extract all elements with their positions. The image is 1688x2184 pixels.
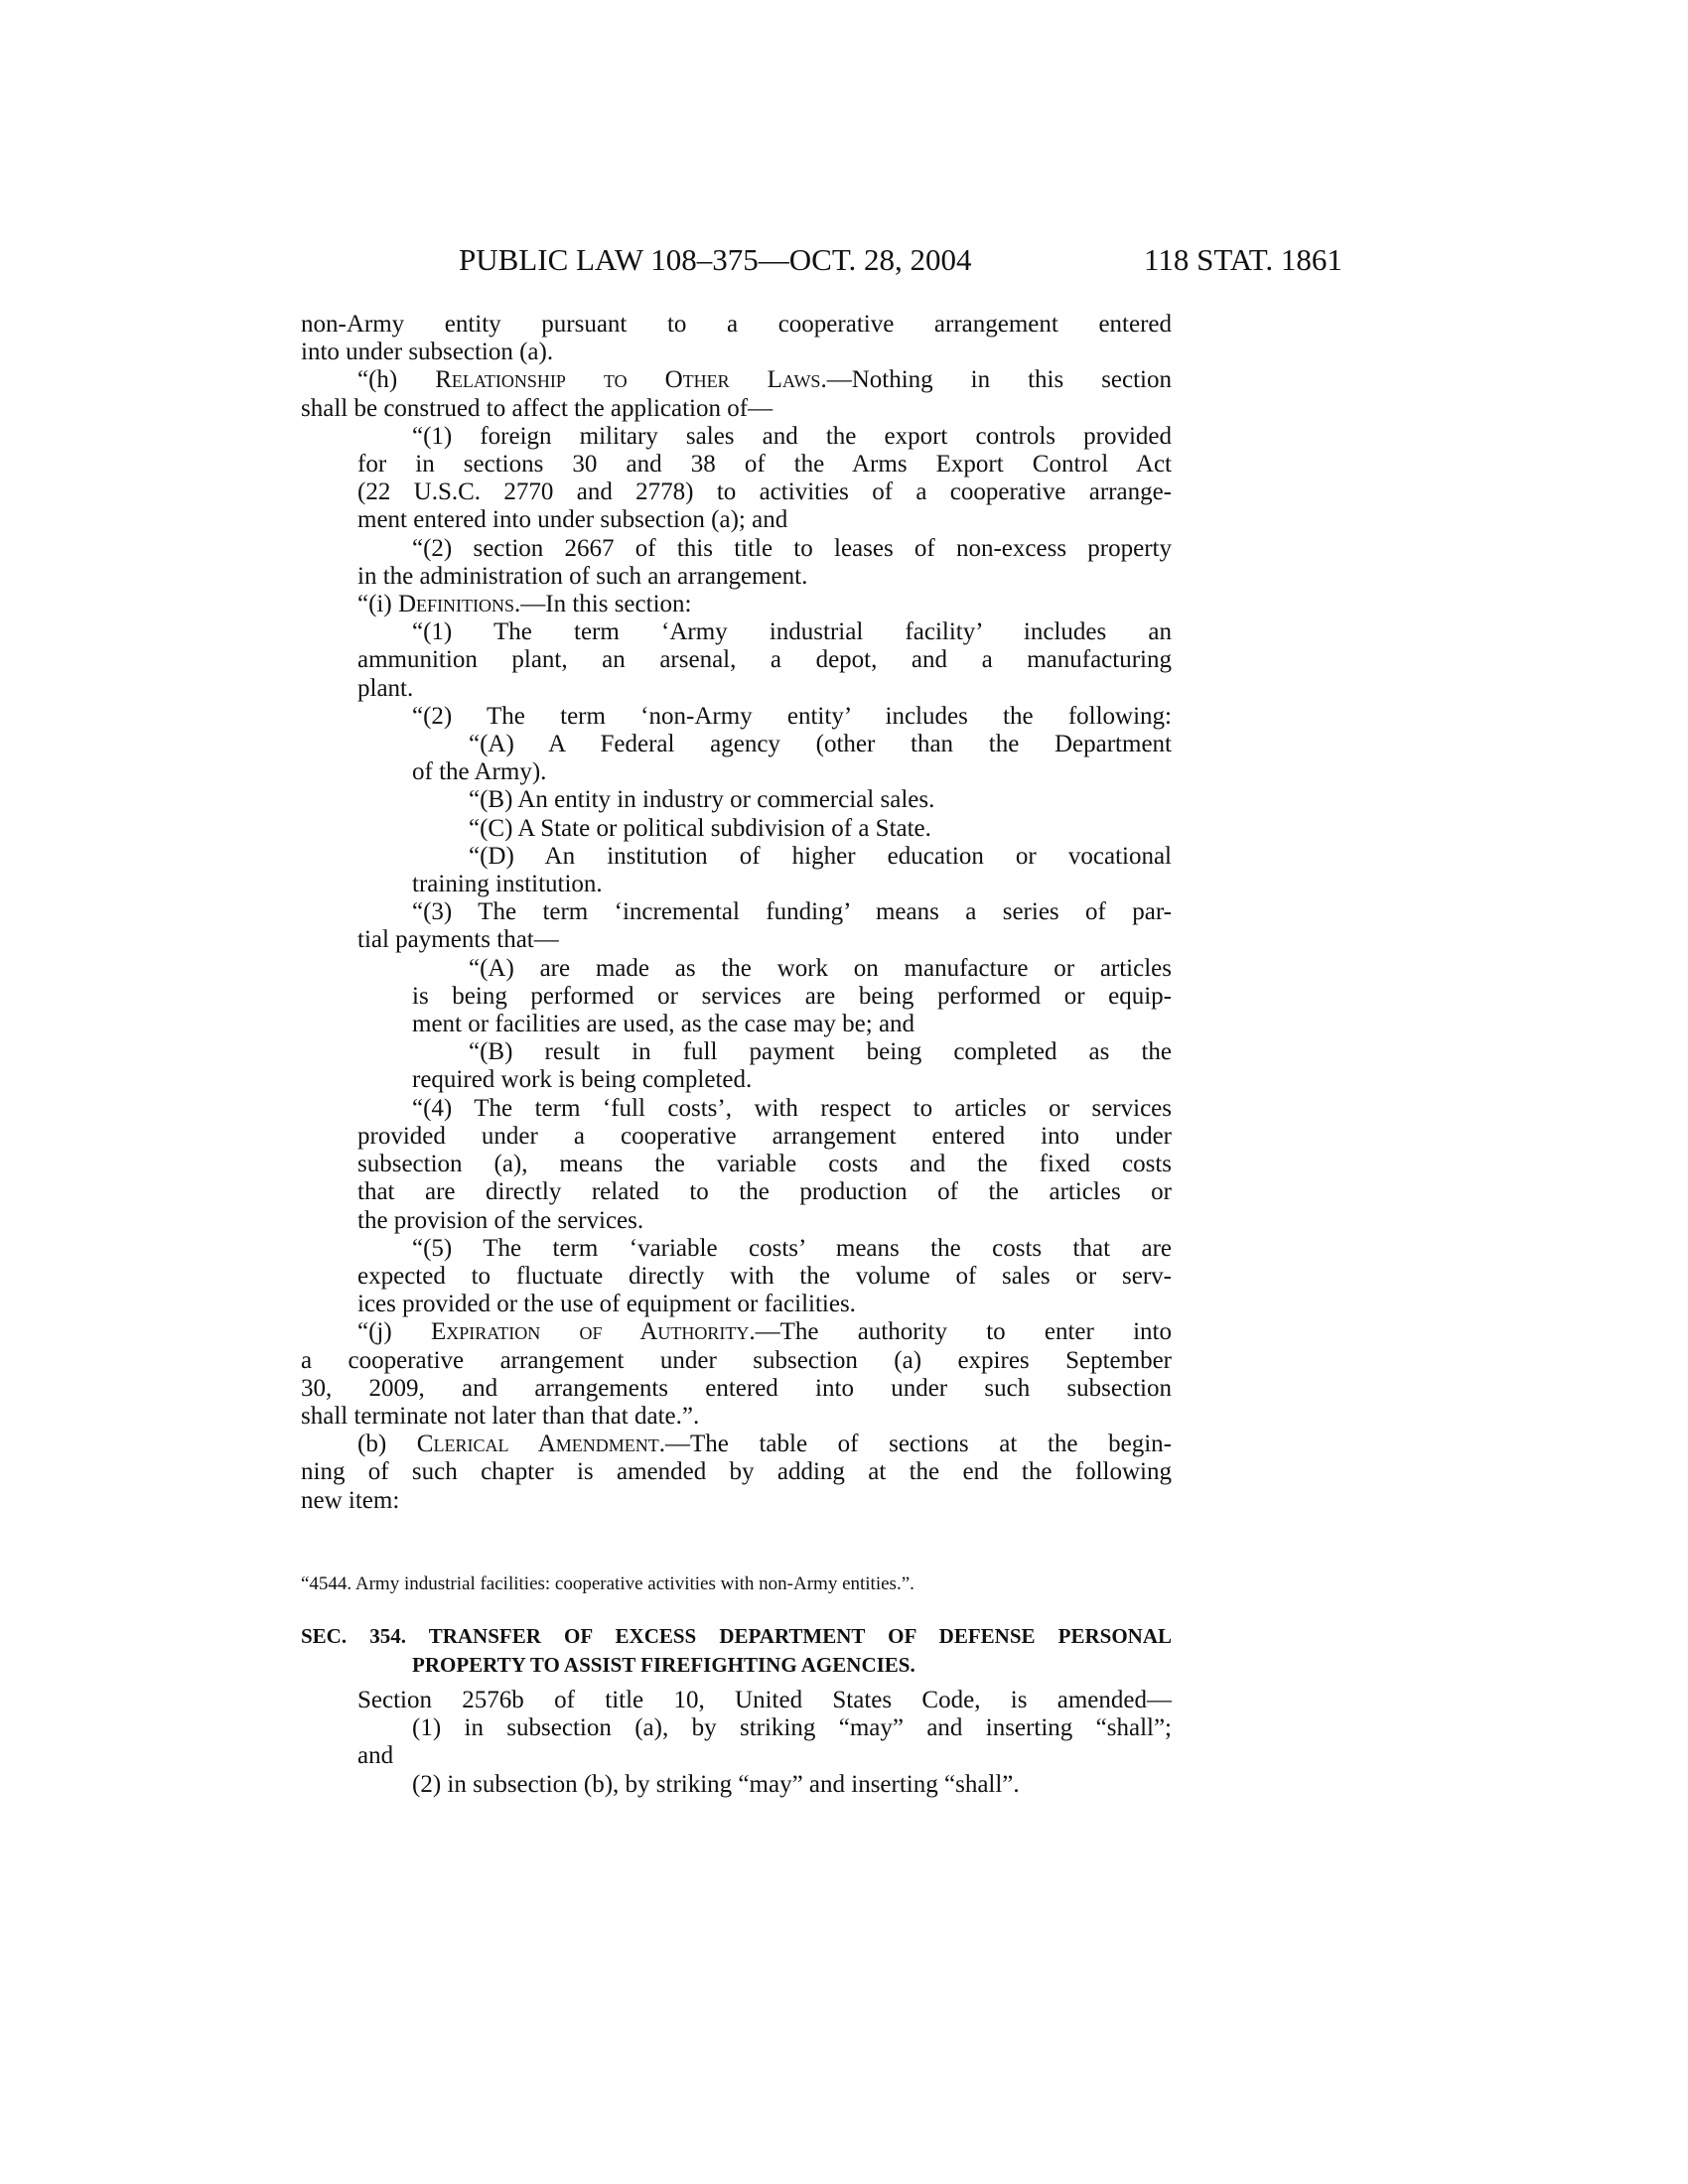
text: (b) xyxy=(357,1431,417,1458)
text-line: that are directly related to the production of the articles or xyxy=(357,1178,1172,1206)
text-line: “(2) section 2667 of this title to leases of non-excess property xyxy=(412,534,1172,562)
text-line: “(A) A Federal agency (other than the Department xyxy=(469,731,1172,758)
text-line: a cooperative arrangement under subsection (a) expires September xyxy=(301,1346,1172,1374)
text-line: 30, 2009, and arrangements entered into under such subsection xyxy=(301,1374,1172,1402)
text: “(j) xyxy=(357,1318,431,1346)
text-line: the provision of the services. xyxy=(357,1206,644,1234)
text-line: plant. xyxy=(357,674,414,702)
running-header-title: PUBLIC LAW 108–375—OCT. 28, 2004 xyxy=(459,242,972,277)
subsection-title: Relationship to Other Laws xyxy=(435,366,821,394)
text-line: in the administration of such an arrangement. xyxy=(357,562,808,590)
text-line: “(D) An institution of higher education or vocational xyxy=(469,842,1172,870)
text-line: “(4) The term ‘full costs’, with respect to articles or services xyxy=(412,1094,1172,1122)
text: .—The table of sections at the begin- xyxy=(658,1431,1172,1458)
text: .—In this section: xyxy=(514,591,692,618)
text-line: “(1) The term ‘Army industrial facility’ includes an xyxy=(412,618,1172,646)
text-line: tial payments that— xyxy=(357,926,559,954)
text-line: ammunition plant, an arsenal, a depot, and a manufacturing xyxy=(357,646,1172,674)
section-heading-line: PROPERTY TO ASSIST FIREFIGHTING AGENCIES. xyxy=(412,1653,915,1677)
subsection-title: Clerical Amendment xyxy=(416,1431,659,1458)
text-line: of the Army). xyxy=(412,758,547,786)
subsection-h-heading xyxy=(301,366,1172,394)
body-text xyxy=(301,311,1172,1515)
text-line: non-Army entity pursuant to a cooperative arrangement entered xyxy=(301,311,1172,338)
text-line: “(B) An entity in industry or commercial sales. xyxy=(469,786,935,814)
table-of-sections-item: “4544. Army industrial facilities: cooperative activities with non-Army entities.”. xyxy=(301,1573,914,1594)
page-number: 118 STAT. 1861 xyxy=(1144,242,1342,277)
text-line: subsection (a), means the variable costs and the fixed costs xyxy=(357,1151,1172,1178)
text-line: is being performed or services are being performed or equip- xyxy=(412,982,1172,1010)
text-line: “(C) A State or political subdivision of a State. xyxy=(469,814,931,842)
text-line: ices provided or the use of equipment or facilities. xyxy=(357,1291,856,1318)
text-line: provided under a cooperative arrangement entered into under xyxy=(357,1122,1172,1150)
text-line: (22 U.S.C. 2770 and 2778) to activities of a cooperative arrange- xyxy=(357,478,1172,506)
text-line: for in sections 30 and 38 of the Arms Export Control Act xyxy=(357,451,1172,478)
text-line: ment entered into under subsection (a); and xyxy=(357,506,788,534)
text-line: and xyxy=(357,1742,394,1770)
text-line: “(3) The term ‘incremental funding’ means a series of par- xyxy=(412,898,1172,926)
text-line: new item: xyxy=(301,1486,400,1514)
subsection-b-heading xyxy=(301,1431,1172,1458)
text: .—Nothing in this section xyxy=(820,366,1173,394)
subsection-title: Definitions xyxy=(397,591,514,618)
text-line: (1) in subsection (a), by striking “may” and inserting “shall”; xyxy=(412,1714,1172,1742)
text-line: Section 2576b of title 10, United States Code, is amended— xyxy=(357,1687,1172,1713)
text: “(i) xyxy=(357,591,398,618)
subsection-j-heading xyxy=(301,1318,1172,1346)
text-line: ment or facilities are used, as the case may be; and xyxy=(412,1011,915,1038)
text-line: expected to fluctuate directly with the volume of sales or serv- xyxy=(357,1262,1172,1290)
section-heading-line: SEC. 354. TRANSFER OF EXCESS DEPARTMENT OF DEFENSE PERSONAL xyxy=(301,1624,1172,1648)
text-line: (2) in subsection (b), by striking “may” and inserting “shall”. xyxy=(412,1770,1020,1798)
text: “(h) xyxy=(357,366,436,394)
text-line: “(B) result in full payment being completed as the xyxy=(469,1038,1172,1066)
subsection-i-heading xyxy=(301,591,1172,618)
text-line: “(5) The term ‘variable costs’ means the costs that are xyxy=(412,1234,1172,1262)
text-line: ning of such chapter is amended by adding at the end the following xyxy=(301,1458,1172,1486)
text-line: into under subsection (a). xyxy=(301,339,554,366)
text-line: “(A) are made as the work on manufacture or articles xyxy=(469,954,1172,982)
text-line: shall terminate not later than that date.”. xyxy=(301,1402,700,1430)
section-heading xyxy=(301,1622,1172,1680)
text-line: training institution. xyxy=(412,871,603,898)
text-line: “(2) The term ‘non-Army entity’ includes the following: xyxy=(412,702,1172,730)
section-body xyxy=(301,1687,1172,1799)
subsection-title: Expiration of Authority xyxy=(430,1318,750,1346)
text-line: shall be construed to affect the application of— xyxy=(301,394,774,422)
text-line: “(1) foreign military sales and the export controls provided xyxy=(412,422,1172,450)
text: .—The authority to enter into xyxy=(749,1318,1172,1346)
text-line: required work is being completed. xyxy=(412,1066,753,1094)
